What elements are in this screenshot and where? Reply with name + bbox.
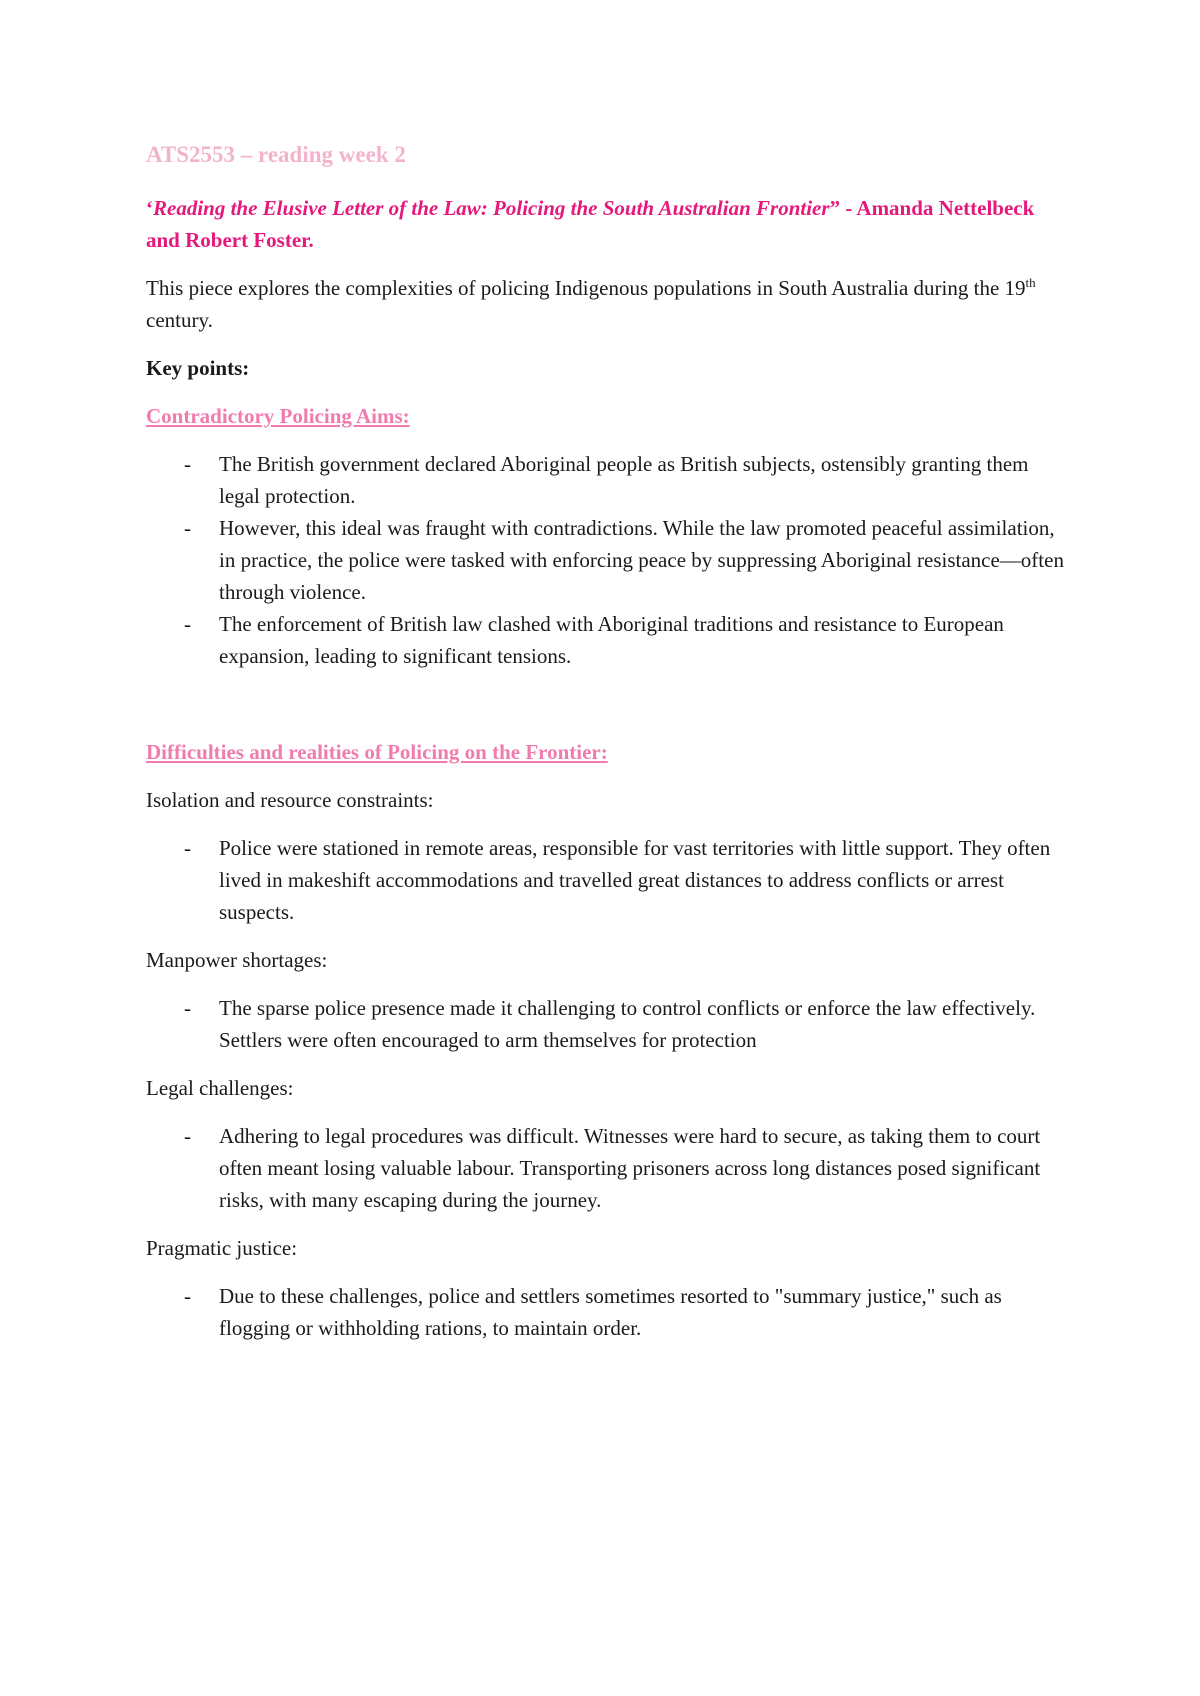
dash-marker: - bbox=[184, 836, 191, 860]
dash-marker: - bbox=[184, 612, 191, 636]
dash-marker: - bbox=[184, 1284, 191, 1308]
dash-marker: - bbox=[184, 516, 191, 540]
dash-marker: - bbox=[184, 1124, 191, 1148]
intro-text-end: century. bbox=[146, 308, 213, 332]
citation-work-title: Reading the Elusive Letter of the Law: Policing the South Australian Frontier bbox=[153, 196, 830, 220]
list-item-text: The British government declared Aboriginal people as British subjects, ostensibly granting them legal protection. bbox=[219, 452, 1029, 508]
citation bbox=[146, 192, 1066, 256]
intro-superscript: th bbox=[1025, 275, 1036, 290]
citation-open-quote: ‘ bbox=[146, 196, 153, 220]
subheading-pragmatic-justice: Pragmatic justice: bbox=[146, 1236, 298, 1260]
list-item-text: The sparse police presence made it challenging to control conflicts or enforce the law effectively. Settlers were often encouraged to arm themselves for protection bbox=[219, 996, 1036, 1052]
list-item-text: Due to these challenges, police and settlers sometimes resorted to "summary justice," such as flogging or withholding rations, to maintain order. bbox=[219, 1284, 1002, 1340]
citation-close-quote: ” bbox=[829, 196, 841, 220]
pragmatic-bullet-list bbox=[146, 1280, 1066, 1344]
list-item-text: The enforcement of British law clashed with Aboriginal traditions and resistance to European expansion, leading to significant tensions. bbox=[219, 612, 1004, 668]
manpower-bullet-list bbox=[146, 992, 1066, 1056]
subheading-manpower: Manpower shortages: bbox=[146, 948, 328, 972]
legal-bullet-list bbox=[146, 1120, 1066, 1216]
list-item bbox=[146, 512, 1066, 608]
intro-text: This piece explores the complexities of policing Indigenous populations in South Australia during the 19 bbox=[146, 276, 1026, 300]
key-points-label: Key points: bbox=[146, 356, 250, 380]
list-item-text: Adhering to legal procedures was difficult. Witnesses were hard to secure, as taking them to court often meant losing valuable labour. Transporting prisoners across long distances posed significant risks, with many escaping during the journey. bbox=[219, 1124, 1041, 1212]
document-title: ATS2553 – reading week 2 bbox=[146, 142, 406, 167]
dash-marker: - bbox=[184, 452, 191, 476]
section1-bullet-list bbox=[146, 448, 1066, 672]
list-item-text: However, this ideal was fraught with contradictions. While the law promoted peaceful assimilation, in practice, the police were tasked with enforcing peace by suppressing Aboriginal resistance—often through violence. bbox=[219, 516, 1064, 604]
subheading-legal-challenges: Legal challenges: bbox=[146, 1076, 294, 1100]
dash-marker: - bbox=[184, 996, 191, 1020]
citation-authors: - Amanda Nettelbeck and Robert Foster. bbox=[146, 196, 1035, 252]
section-heading-frontier-difficulties: Difficulties and realities of Policing on the Frontier: bbox=[146, 740, 608, 764]
blank-line bbox=[146, 688, 1066, 736]
list-item bbox=[146, 832, 1066, 928]
subheading-isolation: Isolation and resource constraints: bbox=[146, 788, 434, 812]
document-page bbox=[146, 140, 1066, 1360]
isolation-bullet-list bbox=[146, 832, 1066, 928]
list-item bbox=[146, 992, 1066, 1056]
intro-paragraph bbox=[146, 272, 1066, 336]
list-item bbox=[146, 1120, 1066, 1216]
list-item bbox=[146, 448, 1066, 512]
section-heading-contradictory-aims: Contradictory Policing Aims: bbox=[146, 404, 410, 428]
list-item bbox=[146, 608, 1066, 672]
list-item bbox=[146, 1280, 1066, 1344]
list-item-text: Police were stationed in remote areas, responsible for vast territories with little support. They often lived in makeshift accommodations and travelled great distances to address conflicts or arrest suspects. bbox=[219, 836, 1051, 924]
